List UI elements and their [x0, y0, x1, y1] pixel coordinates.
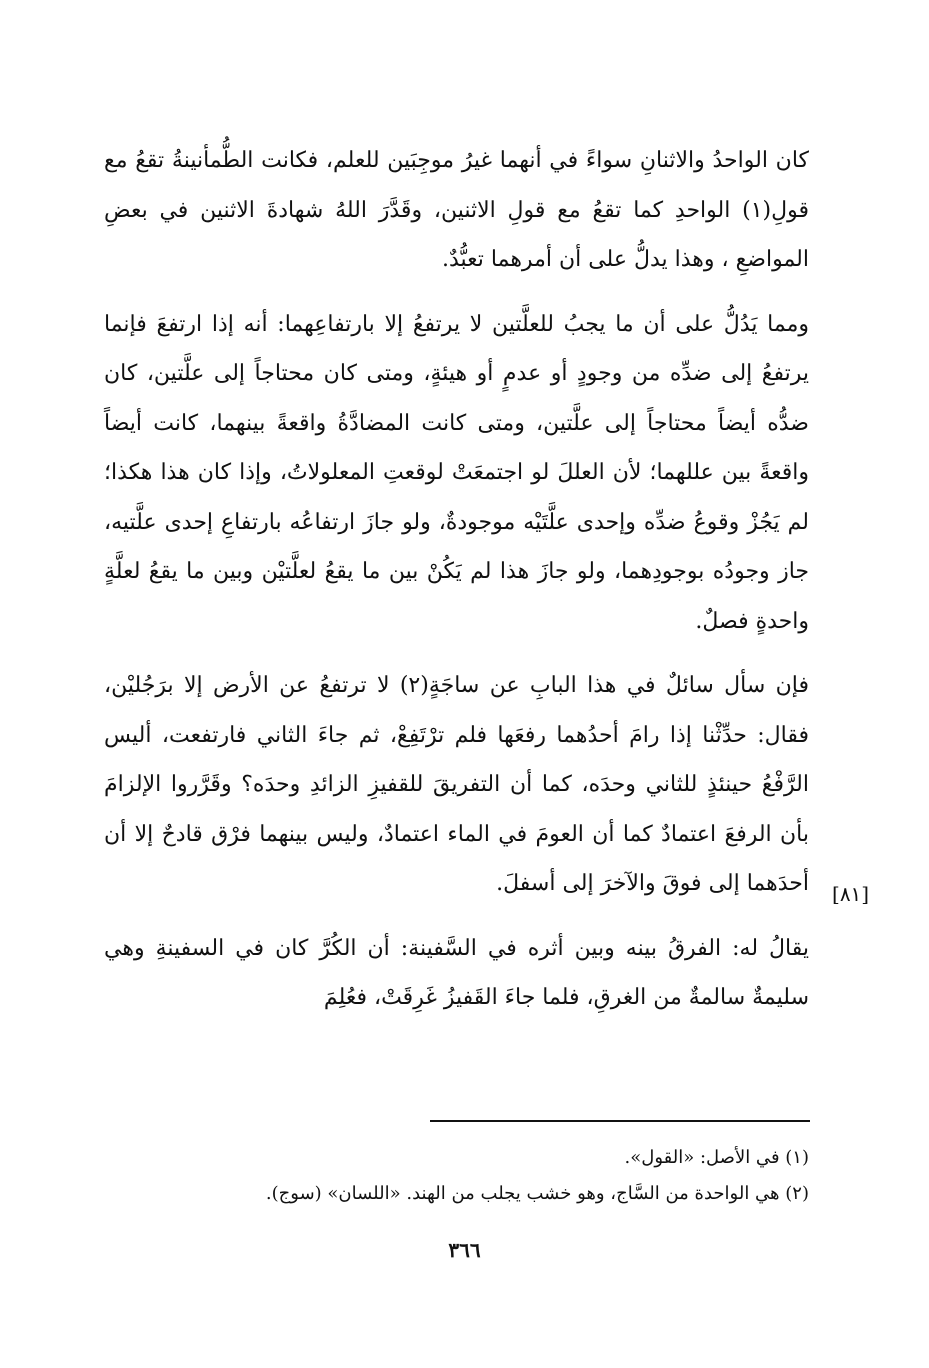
footnote-divider [430, 1120, 810, 1122]
paragraph-3: فإن سأل سائلٌ في هذا البابِ عن ساجَةٍ(٢) لا ترتفعُ عن الأرض إلا برَجُليْن، فقال: حدِّثْنا إذا رامَ أحدُهما رفعَها فلم ترْتَفِعْ، ثم جاءَ الثاني فارتفعت، أليس الرَّفْعُ حينئذٍ للثاني وحدَه، كما أن التفريقَ للقفيزِ الزائدِ وحدَه؟ وقَرَّروا الإلزامَ بأن الرفعَ اعتمادٌ كما أن العومَ في الماء اعتمادٌ، وليس بينهما فرْق قادحٌ إلا أن أحدَهما إلى فوقَ والآخرَ إلى أسفلَ. [104, 673, 809, 896]
main-text [104, 136, 809, 1023]
footnote-2: (٢) هي الواحدة من السَّاج، وهو خشب يجلب من الهند. «اللسان» (سوج). [265, 1183, 809, 1204]
paragraph-4: يقالُ له: الفرقُ بينه وبين أثره في السَّفينة: أن الكُرَّ كان في السفينةِ وهي سليمةٌ سالمةٌ من الغرقِ، فلما جاءَ القَفيزُ غَرِقَتْ، فعُلِمَ [104, 935, 809, 1010]
paragraph-1: كان الواحدُ والاثنانِ سواءً في أنهما غيرُ موجِبَين للعلم، فكانت الطُّمأنينةُ تقعُ مع قولِ(١) الواحدِ كما تقعُ مع قولِ الاثنين، وقَدَّرَ اللهُ شهادةَ الاثنين في بعضِ المواضعِ ، وهذا يدلُّ على أن أمرهما تعبُّدٌ. [104, 148, 809, 272]
footnotes [104, 1140, 809, 1212]
paragraph-2: ومما يَدُلُّ على أن ما يجبُ للعلَّتين لا يرتفعُ إلا بارتفاعِهما: أنه إذا ارتفعَ فإنما يرتفعُ إلى ضدِّه من وجودٍ أو عدمٍ أو هيئةٍ، ومتى كان محتاجاً إلى علَّتين، كان ضدُّه أيضاً محتاجاً إلى علَّتين، ومتى كانت المضادَّةُ واقعةً بينهما، كانت أيضاً واقعةً بين عللهما؛ لأن العللَ لو اجتمعَتْ لوقعتِ المعلولاتُ، وإذا كان هذا هكذا؛ لم يَجُزْ وقوعُ ضدِّه وإحدى علَّتَيْه موجودةٌ، ولو جازَ ارتفاعُه بارتفاعِ إحدى علَّتيه، جاز وجودُه بوجودِهما، ولو جازَ هذا لم يَكُنْ بين ما يقعُ لعلَّتيْن وبين ما يقعُ لعلَّةٍ واحدةٍ فصلٌ. [104, 311, 809, 634]
footnote-1: (١) في الأصل: «القول». [624, 1147, 809, 1168]
page-number: ٣٦٦ [448, 1238, 481, 1262]
margin-page-reference: [٨١] [832, 882, 870, 906]
